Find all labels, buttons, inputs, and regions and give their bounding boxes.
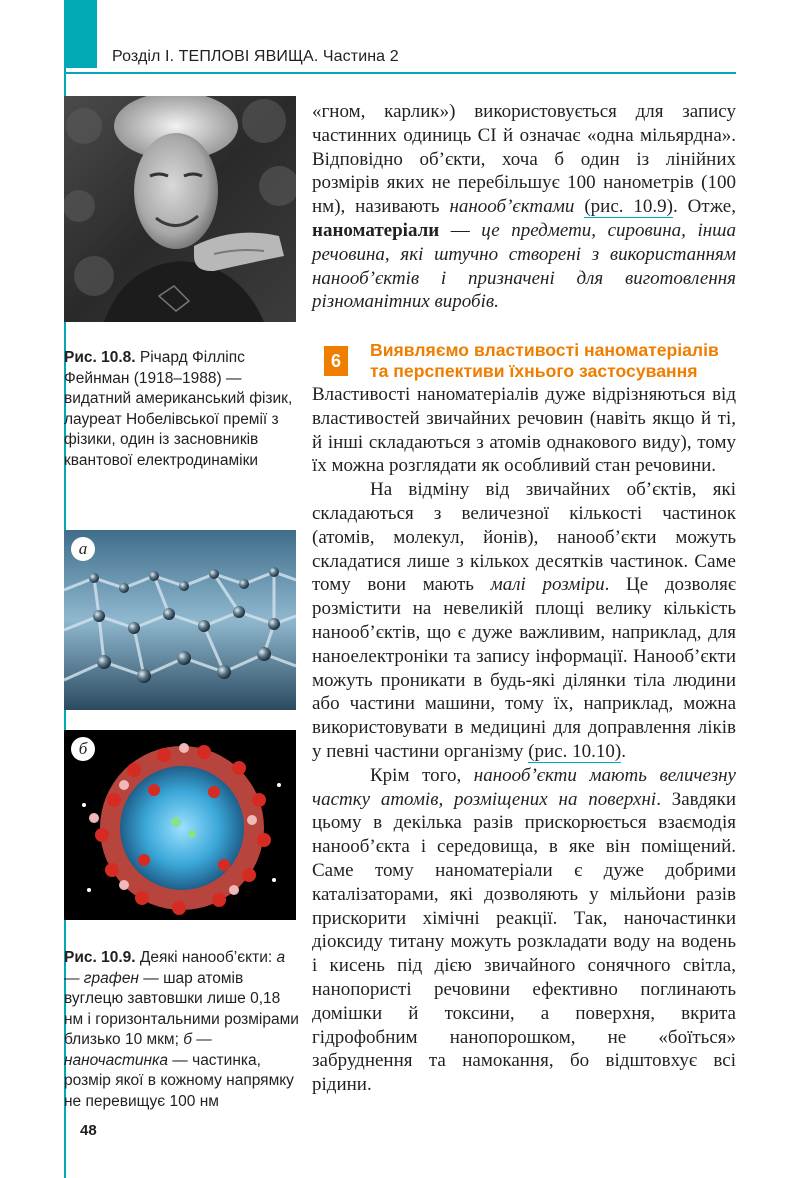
intro-space [574,196,584,217]
figure-10-8-text: Річард Філліпс Фейнман (1918–1988) — видатний американський фізик, лауреат Нобелівської премії з фізики, один із засновників квантової електродинаміки [64,349,293,469]
section-body [312,383,736,1097]
figure-10-10-reference[interactable]: (рис. 10.10) [528,740,622,762]
intro-paragraph [312,100,736,314]
figure-10-9-reference[interactable]: (рис. 10.9) [584,196,674,218]
figure-10-9-label: Рис. 10.9. [64,949,136,966]
figure-10-9-text-3: — частинка, розмір якої в кожному напрямку не перевищує 100 нм [64,1051,294,1110]
intro-term-nanomaterials: наноматеріали [312,219,440,241]
p3-text-b: . Завдяки цьому в декілька разів прискорюється взаємодія нанооб’єкта і середовища, в яке він поміщений. Саме тому наноматеріали є дуже добрими каталізаторами, які дозволяють у мільйони разів прискорити хімічні реакції. Так, наночастинки діоксиду титану можуть розкладати воду на водень і кисень під дією звичайного сонячного світла, нанопористі речовини ефективно поглинають домішки й токсини, а поверхня, вкрита гідрофобним нанопорошком, не «боїться» забруднення та намокання, бо відштовхує всі рідини. [312,788,736,1096]
figure-10-8-label: Рис. 10.8. [64,349,136,366]
figure-10-9-text-2: — шар атомів вуглецю завтовшки лише 0,18 нм і горизонтальними розмірами близько 10 мкм; [64,969,299,1048]
section-title-line-2: та перспективи їхнього застосування [370,360,698,381]
graphene-image [64,530,296,710]
figure-label-b: б [71,737,95,761]
p3-term-surface-atoms: нанооб’єкти мають величезну частку атомів, розміщених на поверхні [312,764,736,810]
section-title [370,340,719,381]
p2-term-small-size: малі розміри [490,574,605,596]
p3-text-a: Крім того, [370,764,474,786]
body-paragraph-1: Властивості наноматеріалів дуже відрізняються від властивостей звичайних речовин (навіть якщо й ті, й інші складаються з атомів однакового виду), тому їх можна розглядати як особливий стан речовини. [312,384,736,477]
p2-text-c: . [621,740,626,762]
p2-text-b: . Це дозволяє розмістити на невеликій площі велику кількість нанооб’єктів, що є дуже важливим, наприклад, для наноелектроніки та запису інформації. Нанооб’єкти можуть проникати в будь-які ділянки тіла людини або частини машини, тому їх, наприклад, можна використовувати в медицині для доправлення ліків у певні частини організму [312,574,736,762]
intro-dash: — [439,219,482,241]
figure-10-9-caption [64,948,299,1112]
feynman-portrait [64,96,296,322]
header-rule [64,72,736,74]
header-accent-block [64,0,97,68]
section-number-badge: 6 [324,346,348,376]
figure-10-9-term-a: а — графен [64,949,286,987]
body-paragraph-2 [312,478,736,764]
body-paragraph-3 [312,764,736,1097]
nanoparticle-image [64,730,296,920]
page-number: 48 [80,1122,97,1139]
portrait-illustration [64,96,296,322]
running-header: Розділ І. ТЕПЛОВІ ЯВИЩА. Частина 2 [112,48,399,65]
figure-10-8-caption [64,348,296,471]
p2-text-a: На відміну від звичайних об’єктів, які складаються з величезної кількості частинок (атомів, молекул, йонів), нанооб’єкти можуть складатися лише з кількох десятків частинок. Саме тому вони мають [312,479,736,596]
intro-definition: це предмети, сировина, інша речовина, які штучно створені з використанням нанооб’єктів і призначені для виготовлення різноманітних виробів. [312,219,736,313]
figure-10-9-text-1: Деякі нанооб’єкти: [135,949,277,966]
nanoparticle-illustration [64,730,296,920]
intro-text-3: . Отже, [673,196,736,218]
intro-text-1: «гном, карлик») використовується для запису частинних одиниць СІ й означає «одна мільярдна». Відповідно об’єкти, хоча б один із лінійних розмірів яких не перебільшує 100 нанометрів (100 нм), називають [312,101,736,218]
section-6-heading [312,340,736,380]
figure-label-a: а [71,537,95,561]
section-title-line-1: Виявляємо властивості наноматеріалів [370,340,719,360]
graphene-illustration [64,530,296,710]
figure-10-9-term-b: б — наночастинка [64,1031,212,1069]
intro-term-nanoobjects: нанооб’єктами [449,196,575,218]
